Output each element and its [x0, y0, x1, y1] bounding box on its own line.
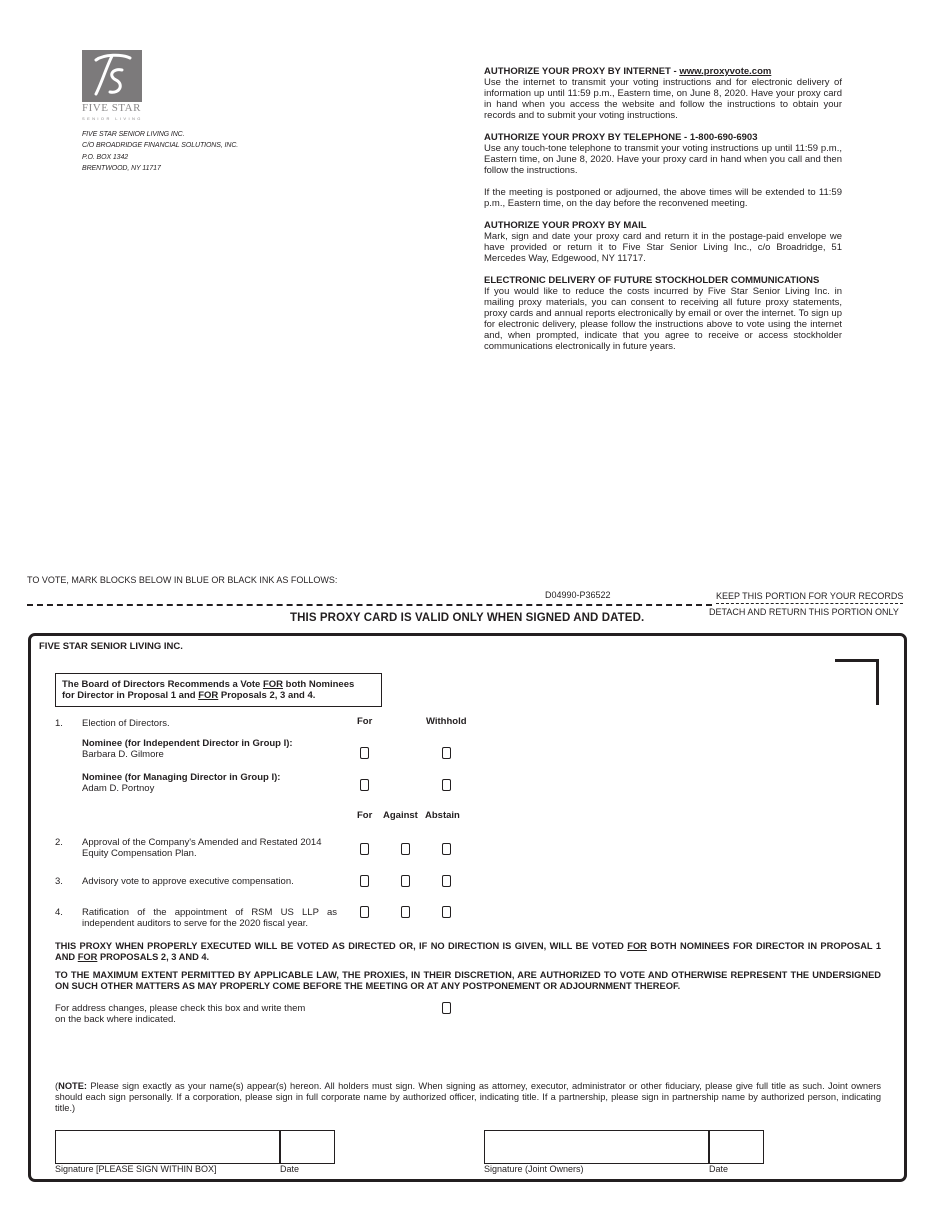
item2-against-checkbox[interactable] — [401, 843, 410, 855]
mail-heading: AUTHORIZE YOUR PROXY BY MAIL — [484, 220, 647, 231]
nominee-name: Adam D. Portnoy — [82, 783, 155, 794]
keep-portion-label: KEEP THIS PORTION FOR YOUR RECORDS — [716, 591, 903, 604]
col-for: For — [357, 810, 373, 821]
proxy-direction-notice: THIS PROXY WHEN PROPERLY EXECUTED WILL BE VOTED AS DIRECTED OR, IF NO DIRECTION IS GIVEN, WILL BE VOTED FOR BOTH NOMINEES FOR DIRECTOR IN PROPOSAL 1 AND FOR PROPOSALS 2, 3 AND 4. — [55, 941, 881, 962]
nominee1-for-checkbox[interactable] — [360, 747, 369, 759]
edelivery-text: If you would like to reduce the costs incurred by Five Star Senior Living Inc. in mailing proxy materials, you can consent to receiving all future proxy statements, proxy cards and annual reports electronically by email or over the internet. To sign up for electronic delivery, please follow the instructions above to vote using the internet and, when prompted, indicate that you agree to receive or access stockholder communications electronically in future years. — [484, 286, 842, 352]
signature-divider — [708, 1130, 710, 1164]
col-against: Against — [383, 810, 418, 821]
nominee2-for-checkbox[interactable] — [360, 779, 369, 791]
col-withhold: Withhold — [426, 716, 467, 727]
item4-against-checkbox[interactable] — [401, 906, 410, 918]
registration-mark — [876, 659, 879, 705]
item-number: 4. — [55, 907, 63, 918]
address-change-text: on the back where indicated. — [55, 1014, 176, 1025]
date-label: Date — [709, 1164, 729, 1174]
item3-against-checkbox[interactable] — [401, 875, 410, 887]
item-number: 2. — [55, 837, 63, 848]
return-address — [82, 129, 238, 175]
col-for: For — [357, 716, 373, 727]
item-number: 1. — [55, 718, 63, 729]
item-number: 3. — [55, 876, 63, 887]
detach-line — [27, 604, 712, 606]
item4-for-checkbox[interactable] — [360, 906, 369, 918]
registration-mark — [835, 659, 879, 662]
item2-for-checkbox[interactable] — [360, 843, 369, 855]
mail-section — [484, 220, 842, 264]
address-line: FIVE STAR SENIOR LIVING INC. — [82, 131, 185, 138]
nominee-label: Nominee (for Independent Director in Group I): — [82, 738, 293, 749]
joint-signature-box[interactable] — [484, 1130, 764, 1164]
logo-subtitle: SENIOR LIVING — [82, 116, 143, 121]
postpone-text: If the meeting is postponed or adjourned, the above times will be extended to 11:59 p.m., Eastern time, on the day before the reconvened meeting. — [484, 187, 842, 209]
item3-abstain-checkbox[interactable] — [442, 875, 451, 887]
date-label: Date — [280, 1164, 300, 1174]
address-line: BRENTWOOD, NY 11717 — [82, 165, 161, 173]
internet-text: Use the internet to transmit your voting instructions and for electronic delivery of information up until 11:59 p.m., Eastern time, on June 8, 2020. Have your proxy card in hand when you access the website and follow the instructions to obtain your records and to submit your voting instructions. — [484, 77, 842, 121]
signing-note: (NOTE: Please sign exactly as your name(s) appear(s) hereon. All holders must sign. When signing as attorney, executor, administrator or other fiduciary, please give full title as such. Joint owners should each sign personally. If a corporation, please sign in full corporate name by authorized officer, indicating title. If a partnership, please sign in partnership name by authorized person, indicating title.) — [55, 1081, 881, 1113]
item-text: Ratification of the appointment of RSM US LLP as — [82, 907, 337, 918]
joint-signature-label: Signature (Joint Owners) — [484, 1164, 584, 1174]
phone-text: Use any touch-tone telephone to transmit your voting instructions up until 11:59 p.m., Eastern time, on June 8, 2020. Have your proxy card in hand when you call and then follow the instructions. — [484, 143, 842, 176]
item4-abstain-checkbox[interactable] — [442, 906, 451, 918]
internet-heading: AUTHORIZE YOUR PROXY BY INTERNET - www.proxyvote.com — [484, 66, 772, 77]
nominee2-withhold-checkbox[interactable] — [442, 779, 451, 791]
address-line: P.O. BOX 1342 — [82, 153, 129, 161]
item2-abstain-checkbox[interactable] — [442, 843, 451, 855]
address-line: C/O BROADRIDGE FINANCIAL SOLUTIONS, INC. — [82, 142, 239, 150]
phone-section — [484, 132, 842, 176]
postpone-section — [484, 187, 842, 209]
internet-section — [484, 66, 842, 121]
col-abstain: Abstain — [425, 810, 460, 821]
address-change-checkbox[interactable] — [442, 1002, 451, 1014]
signature-box[interactable] — [55, 1130, 335, 1164]
phone-heading: AUTHORIZE YOUR PROXY BY TELEPHONE - 1-800-690-6903 — [484, 132, 758, 143]
detach-portion-label: DETACH AND RETURN THIS PORTION ONLY — [709, 607, 899, 617]
discretion-notice: TO THE MAXIMUM EXTENT PERMITTED BY APPLICABLE LAW, THE PROXIES, IN THEIR DISCRETION, ARE AUTHORIZED TO VOTE AND OTHERWISE REPRESENT THE UNDERSIGNED ON SUCH OTHER MATTERS AS MAY PROPERLY COME BEFORE THE MEETING OR AT ANY POSTPONEMENT OR ADJOURNMENT THEREOF. — [55, 970, 881, 991]
nominee1-withhold-checkbox[interactable] — [442, 747, 451, 759]
item-text: Advisory vote to approve executive compensation. — [82, 876, 294, 887]
logo-name: FIVE STAR — [82, 102, 141, 114]
nominee-label: Nominee (for Managing Director in Group I): — [82, 772, 281, 783]
edelivery-heading: ELECTRONIC DELIVERY OF FUTURE STOCKHOLDER COMMUNICATIONS — [484, 275, 820, 286]
item-text: Election of Directors. — [82, 718, 170, 729]
mail-text: Mark, sign and date your proxy card and return it in the postage-paid envelope we have provided or return it to Five Star Senior Living Inc., c/o Broadridge, 51 Mercedes Way, Edgewood, NY 11717. — [484, 231, 842, 264]
board-recommendation: The Board of Directors Recommends a Vote FOR both Nominees for Director in Proposal 1 and FOR Proposals 2, 3 and 4. — [55, 673, 382, 707]
signature-label: Signature [PLEASE SIGN WITHIN BOX] — [55, 1164, 217, 1174]
mark-instructions: TO VOTE, MARK BLOCKS BELOW IN BLUE OR BLACK INK AS FOLLOWS: — [27, 575, 338, 585]
item-text: Equity Compensation Plan. — [82, 848, 197, 859]
item3-for-checkbox[interactable] — [360, 875, 369, 887]
address-change-text: For address changes, please check this box and write them — [55, 1003, 306, 1014]
item-text: independent auditors to serve for the 2020 fiscal year. — [82, 918, 309, 929]
validity-notice: THIS PROXY CARD IS VALID ONLY WHEN SIGNED AND DATED. — [290, 612, 645, 624]
company-name: FIVE STAR SENIOR LIVING INC. — [39, 641, 183, 652]
voting-instructions — [484, 66, 842, 363]
edelivery-section — [484, 275, 842, 352]
proxyvote-link[interactable]: www.proxyvote.com — [679, 66, 772, 77]
signature-divider — [279, 1130, 281, 1164]
nominee-name: Barbara D. Gilmore — [82, 749, 164, 760]
company-logo — [82, 50, 142, 102]
reference-code: D04990-P36522 — [545, 590, 611, 600]
item-text: Approval of the Company's Amended and Restated 2014 — [82, 837, 322, 848]
